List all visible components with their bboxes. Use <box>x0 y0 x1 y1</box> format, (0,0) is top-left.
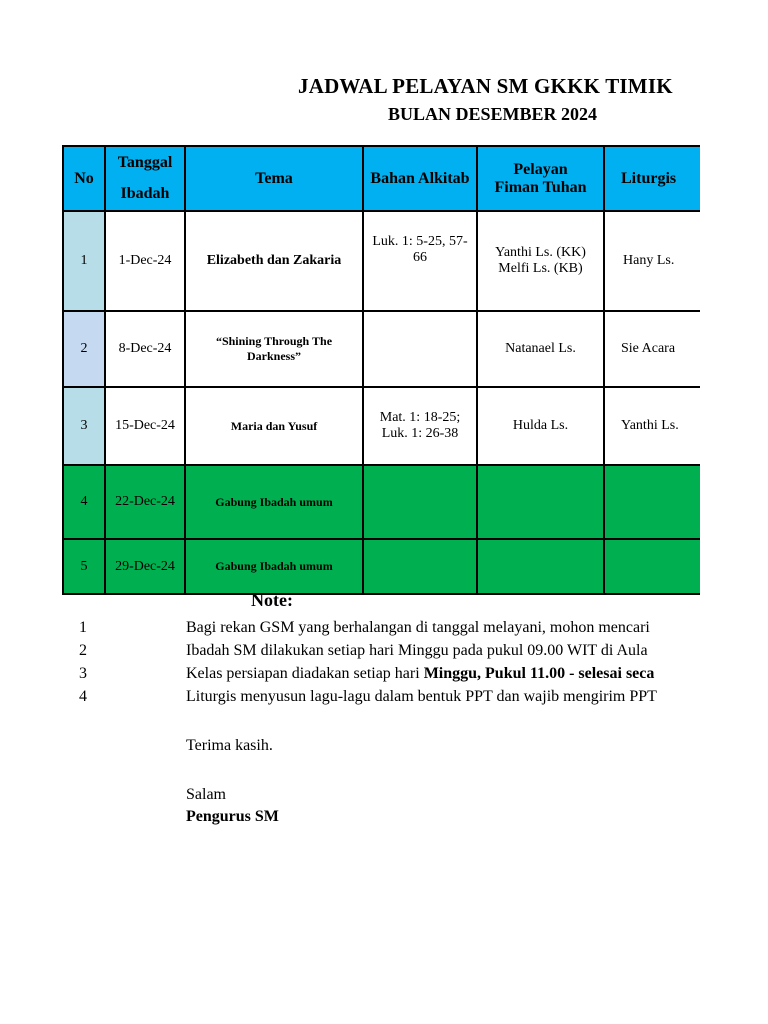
cell-tanggal: 15-Dec-24 <box>105 387 185 465</box>
table-row <box>63 539 700 594</box>
note-number: 2 <box>79 642 87 659</box>
cell-bahan <box>363 539 477 594</box>
cell-pelayan <box>477 465 604 539</box>
cell-tema: Gabung Ibadah umum <box>185 465 363 539</box>
note-text-bold: Minggu, Pukul 11.00 - selesai seca <box>423 665 655 682</box>
header-pelayan-line1: Pelayan <box>513 160 568 178</box>
cell-no: 4 <box>63 465 105 539</box>
cell-tema: Gabung Ibadah umum <box>185 539 363 594</box>
list-item <box>0 688 700 711</box>
cell-pelayan: Hulda Ls. <box>477 387 604 465</box>
schedule-table <box>62 145 700 595</box>
notes-list <box>0 619 700 711</box>
cell-pelayan <box>477 211 604 311</box>
cell-pelayan-line2: Melfi Ls. (KB) <box>498 261 583 276</box>
cell-bahan-line2: 66 <box>413 250 427 265</box>
list-item <box>0 619 700 642</box>
cell-tema: Elizabeth dan Zakaria <box>185 211 363 311</box>
cell-no: 2 <box>63 311 105 387</box>
cell-tanggal: 1-Dec-24 <box>105 211 185 311</box>
table-row <box>63 387 700 465</box>
note-text: Kelas persiapan diadakan setiap hari <box>186 665 424 682</box>
header-no: No <box>63 146 105 211</box>
cell-pelayan <box>477 539 604 594</box>
document-title: JADWAL PELAYAN SM GKKK TIMIK <box>298 74 673 98</box>
note-number: 4 <box>79 688 87 705</box>
cell-liturgis: Yanthi Ls. <box>604 387 700 465</box>
note-number: 1 <box>79 619 87 636</box>
table-row <box>63 465 700 539</box>
cell-no: 3 <box>63 387 105 465</box>
cell-bahan <box>363 387 477 465</box>
cell-bahan <box>363 311 477 387</box>
header-tanggal-line1: Tanggal <box>117 154 173 172</box>
note-number: 3 <box>79 665 87 682</box>
cell-no: 5 <box>63 539 105 594</box>
header-tanggal-line2: Ibadah <box>120 184 170 202</box>
salam-text: Salam <box>186 786 226 803</box>
header-pelayan <box>477 146 604 211</box>
cell-bahan <box>363 211 477 311</box>
table-header-row <box>63 146 700 211</box>
header-bahan: Bahan Alkitab <box>363 146 477 211</box>
thanks-text: Terima kasih. <box>186 737 273 754</box>
cell-liturgis <box>604 539 700 594</box>
cell-pelayan: Natanael Ls. <box>477 311 604 387</box>
cell-pelayan-line1: Yanthi Ls. (KK) <box>495 245 586 260</box>
cell-liturgis: Hany Ls. <box>604 211 700 311</box>
note-text: Bagi rekan GSM yang berhalangan di tanggal melayani, mohon mencari <box>186 619 650 636</box>
note-text: Ibadah SM dilakukan setiap hari Minggu pada pukul 09.00 WIT di Aula <box>186 642 648 659</box>
table-row <box>63 211 700 311</box>
cell-bahan-line2: Luk. 1: 26-38 <box>381 426 459 441</box>
cell-tema-line2: Darkness” <box>246 349 301 363</box>
list-item <box>0 665 700 688</box>
cell-tanggal: 29-Dec-24 <box>105 539 185 594</box>
note-text: Liturgis menyusun lagu-lagu dalam bentuk PPT dan wajib mengirim PPT <box>186 688 657 705</box>
cell-no: 1 <box>63 211 105 311</box>
cell-bahan-line1: Luk. 1: 5-25, 57- <box>372 234 468 249</box>
cell-tanggal: 22-Dec-24 <box>105 465 185 539</box>
cell-tema-line1: “Shining Through The <box>215 334 333 348</box>
table-row <box>63 311 700 387</box>
signature-text: Pengurus SM <box>186 808 279 825</box>
note-text-wrapper <box>186 665 654 683</box>
cell-liturgis <box>604 465 700 539</box>
header-tanggal <box>105 146 185 211</box>
header-tema: Tema <box>185 146 363 211</box>
header-pelayan-line2: Fiman Tuhan <box>494 178 587 196</box>
cell-tanggal: 8-Dec-24 <box>105 311 185 387</box>
cell-tema <box>185 311 363 387</box>
cell-tema: Maria dan Yusuf <box>185 387 363 465</box>
notes-heading: Note: <box>251 590 293 610</box>
document-subtitle: BULAN DESEMBER 2024 <box>388 104 598 124</box>
header-liturgis: Liturgis <box>604 146 700 211</box>
cell-bahan <box>363 465 477 539</box>
cell-liturgis: Sie Acara <box>604 311 700 387</box>
cell-bahan-line1: Mat. 1: 18-25; <box>379 410 461 425</box>
list-item <box>0 642 700 665</box>
